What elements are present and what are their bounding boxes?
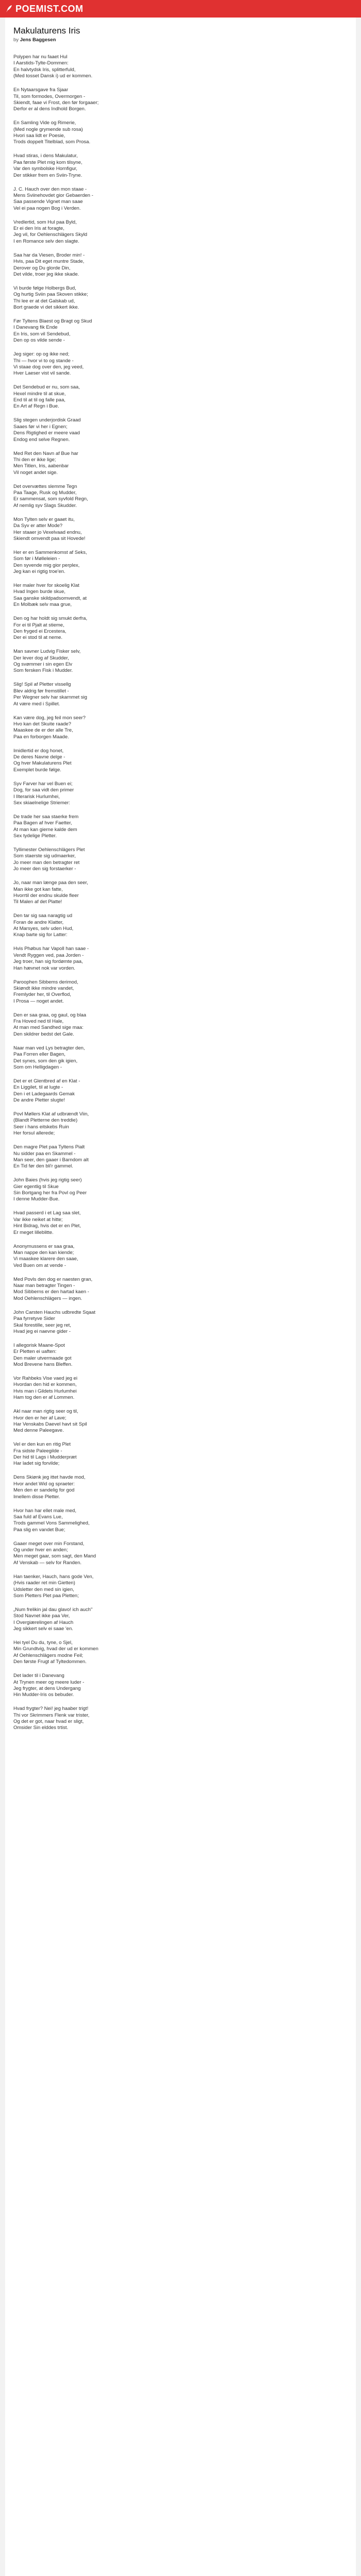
poem-line: Den op os vilde sende - xyxy=(13,337,65,344)
poem-line: I Aarstids-Tylte-Dommen: xyxy=(13,60,69,66)
poem-line: Her forsul allerede; xyxy=(13,1130,55,1137)
stanza xyxy=(13,351,348,377)
poem-line: Man savner Ludvig Fisker selv, xyxy=(13,649,81,655)
poem-line: En Iris, som vil Sendebud, xyxy=(13,331,71,337)
poem-line: Fra Hoved ned til Hale, xyxy=(13,1019,64,1025)
poem-line: Med Ret den Navn af Bue har xyxy=(13,450,78,456)
stanza xyxy=(13,417,348,443)
stanza xyxy=(13,1343,348,1368)
poem-line: Den maler utvermaade got xyxy=(13,1355,72,1361)
stanza xyxy=(13,583,348,608)
poem-line: Det er et Glentbred af en Klat - xyxy=(13,1078,80,1084)
poem-line: Men den er sandelig for god xyxy=(13,1487,75,1494)
poem-line: Polypen har nu faaet Hul xyxy=(13,54,68,60)
poem-line: Her staaer jo Vexelvaad endnu, xyxy=(13,529,82,535)
stanza xyxy=(13,384,348,410)
stanza xyxy=(13,219,348,245)
poem-line: Hver Laeser vist vil sande. xyxy=(13,370,71,377)
poem-line: Det synes, som den gik igien, xyxy=(13,1058,78,1064)
poem-line: Paroophen Sibbems derimod, xyxy=(13,979,78,985)
poem-line: John Carsten Hauchs udbredte Sqaat xyxy=(13,1309,95,1315)
stanza xyxy=(13,120,348,146)
poem-line: (Blandt Pletterne den treddie) xyxy=(13,1117,78,1124)
poem-line: Vel er den kun en ritig Plet xyxy=(13,1442,71,1448)
poem-line: Ved Buen om at vende - xyxy=(13,1262,66,1268)
poem-line: Anonymussens er saa graa, xyxy=(13,1243,75,1249)
poem-line: Sin Bortgang her fra Povl og Peer xyxy=(13,1190,87,1196)
stanza xyxy=(13,252,348,278)
poem-line: Som fersken Fisk i Mudder. xyxy=(13,668,73,674)
poem-line: Med Povls den dog er naesten gran, xyxy=(13,1276,93,1282)
poem-line: Vi burde følge Holbergs Bud, xyxy=(13,285,76,291)
stanza xyxy=(13,153,348,179)
poem-line: Vil noget andet sige. xyxy=(13,469,58,476)
stanza xyxy=(13,1541,348,1567)
poem-line: Ham tog den er af Lommen. xyxy=(13,1395,75,1401)
poem-line: En Molbæk selv maa grue, xyxy=(13,602,72,608)
stanza xyxy=(13,187,348,212)
poem-line: Af Venskab — selv for Randen. xyxy=(13,1560,82,1566)
poem-line: Hvad Ingen burde skue, xyxy=(13,589,65,595)
poem-title: Makulaturens Iris xyxy=(13,26,80,36)
poem-line: Som Pletters Plet paa Pletten; xyxy=(13,1592,79,1599)
poem-line: Hexel mindre til at skue, xyxy=(13,391,66,397)
poem-line: Paa Forren eller Bagen, xyxy=(13,1052,65,1058)
poem-line: Gier egentlig til Skue xyxy=(13,1183,59,1190)
poem-line: Men Titlen, Iris, aabenbar xyxy=(13,463,69,469)
poem-line: Som om Helligdagen - xyxy=(13,1064,62,1070)
poem-line: Paa slig en vandet Bue; xyxy=(13,1527,65,1533)
poem-line: En Art af Regn i Bue. xyxy=(13,403,59,410)
poem-line: Den skildrer bedst det Gale. xyxy=(13,1031,74,1037)
poem-line: Der hid til Lags i Mudderpræt xyxy=(13,1454,77,1461)
poem-line: Man ikke got kan fatte, xyxy=(13,886,63,892)
poem-line: Saaes før vi her i Egnen; xyxy=(13,423,68,430)
poem-line: En Liggilet, til at lugte - xyxy=(13,1084,63,1091)
stanza xyxy=(13,1277,348,1302)
byline-prefix: by xyxy=(13,37,19,43)
poem-line: Vendt Ryggen ved, paa Jorden - xyxy=(13,952,84,958)
poem-line: Mod Oehlenschlägers — ingen. xyxy=(13,1295,83,1301)
poem-line: Thi — hvor vi to og stande - xyxy=(13,358,74,364)
poem-line: Mod Sibberns er den hartad kaen - xyxy=(13,1289,89,1295)
poem-line: Endog end selve Regnen. xyxy=(13,436,70,443)
poem-line: Har ladet sig forvilde; xyxy=(13,1461,60,1467)
stanza xyxy=(13,847,348,873)
poem-line: Man seer, den gaaer i Barndom alt xyxy=(13,1157,89,1163)
poem-line: Hvad jeg ei naevne gider - xyxy=(13,1328,71,1334)
poem-line: Foran de andre Klatter, xyxy=(13,919,64,925)
poem-line: Da Syv er atter Mode? xyxy=(13,523,63,529)
stanza xyxy=(13,1210,348,1236)
poem-line: I Ilterarisk Hurlumhei, xyxy=(13,793,60,800)
poem-line: Hvad stiras, i dens Makulatur, xyxy=(13,153,78,159)
stanza xyxy=(13,1078,348,1104)
stanza xyxy=(13,880,348,906)
stanza xyxy=(13,550,348,575)
poem-line: Var ikke neiket at hitte; xyxy=(13,1216,63,1223)
poem-line: Var den symbolske Hornfigur, xyxy=(13,166,77,172)
stanza xyxy=(13,484,348,510)
stanza xyxy=(13,1475,348,1500)
poem-line: Slig! Spil af Pletter vissellg xyxy=(13,682,71,688)
poem-line: Der lever dog af Skudder, xyxy=(13,655,69,661)
poem-line: Knap barte sig for Latter: xyxy=(13,932,68,938)
stanza xyxy=(13,1376,348,1401)
poem-line: Jeg troer, han sig fordømte paa, xyxy=(13,959,83,965)
poem-line: Hei tyel Du du, tyne, o Sjel, xyxy=(13,1640,73,1646)
poem-line: Jeg siger: op og ikke ned; xyxy=(13,351,70,358)
poem-line: Den fryged ei Ercestera, xyxy=(13,628,67,634)
poem-line: Trods doppelt Titelblad, som Prosa. xyxy=(13,139,91,145)
poem-line: I en Romance selv den slagte. xyxy=(13,238,79,244)
poem-line: Jeg kan ei rigtig troe'en. xyxy=(13,569,65,575)
poem-line: Den syvende mig gior perplex, xyxy=(13,562,80,568)
poem-line: Her er en Sammenkomst af Seks, xyxy=(13,549,87,555)
poem-line: Før Tyltens Blaest og Bragt og Skud xyxy=(13,318,92,324)
poem-line: Er Pletten ei uaften: xyxy=(13,1349,57,1355)
stanza xyxy=(13,1045,348,1071)
poem-line: Skiendt, faae vi Frost, den før forgaaer; xyxy=(13,99,99,106)
poem-line: Jeg frygter, at dens Undergang xyxy=(13,1685,81,1691)
stanza xyxy=(13,1442,348,1467)
poem-sheet xyxy=(5,18,356,2576)
poem-line: Sex tydelige Pletter. xyxy=(13,833,57,839)
poem-line: Tyllimester Oehlenschlägers Plet xyxy=(13,847,85,853)
poem-line: Syv Farver har vel Buen ei; xyxy=(13,781,73,787)
poem-line: Mens Sviinehovdet gior Gebaerden - xyxy=(13,192,93,198)
brand-logo[interactable] xyxy=(5,4,84,14)
poem-line: (Hvis raader ret min Gietten) xyxy=(13,1580,75,1586)
poem-line: De andre Pletter slugte! xyxy=(13,1097,65,1104)
poem-line: Den er saa graa, og gaul, og blaa xyxy=(13,1012,87,1018)
poem-line: End til at til og falle paa, xyxy=(13,397,65,403)
stanza xyxy=(13,1111,348,1137)
stanza xyxy=(13,1607,348,1633)
stanza xyxy=(13,682,348,707)
poem-line: Her maler hver for skoelig Klat xyxy=(13,583,79,588)
stanza xyxy=(13,748,348,774)
poem-line: Min Grundtvig, hvad der ud er kommen xyxy=(13,1646,99,1652)
poem-line: Fra sidste Paleegilde - xyxy=(13,1448,62,1454)
stanza xyxy=(13,1574,348,1600)
poem-line: At man med Sandhed sige maa: xyxy=(13,1025,84,1031)
poem-line: Er meget lilleblitte. xyxy=(13,1229,54,1235)
poem-line: Thi vor Skrimmers Flenk var trister, xyxy=(13,1712,90,1718)
poem-line: Saa passende Vignet man saae xyxy=(13,199,83,205)
poem-line: Fremlyder her, til Overflod, xyxy=(13,992,71,998)
poem-line: Saa ganske skildpadsomvendt, at xyxy=(13,595,87,601)
poem-line: Nu sidder paa en Skammel - xyxy=(13,1150,76,1157)
stanza xyxy=(13,1310,348,1335)
poem-line: Til Malen af det Platte! xyxy=(13,899,62,905)
poem-line: Akl naar man rigtig seer og til, xyxy=(13,1409,78,1415)
stanza xyxy=(13,814,348,840)
poem-line: Paa fyrretyve Sider xyxy=(13,1316,55,1322)
stanza xyxy=(13,1244,348,1269)
stanza xyxy=(13,54,348,80)
poem-line: Dog, for saa vidt den primer xyxy=(13,787,74,793)
poem-line: Vi staae dog over den, jeg veed, xyxy=(13,364,84,370)
stanza xyxy=(13,1706,348,1732)
poem-line: Naar man ved Lys betragter den, xyxy=(13,1045,85,1051)
poem-line: Paa første Plet mig kom tilsyne, xyxy=(13,159,83,165)
stanza xyxy=(13,913,348,939)
quill-icon xyxy=(5,5,12,13)
poem-line: Naar man betragter Tingen - xyxy=(13,1283,75,1289)
poem-line: Den magre Plet paa Tyltens Pialt xyxy=(13,1144,85,1150)
poem-line: De deres Navne delge - xyxy=(13,754,65,760)
poem-line: Og under hver en anden; xyxy=(13,1547,68,1553)
poem-line: Har Venskabs Daevel havt sit Spil xyxy=(13,1421,87,1427)
stanza xyxy=(13,781,348,807)
poem-line: Af Oehlenschlägers modne Feil; xyxy=(13,1652,84,1658)
poem-line: Dens Skiønk jeg ittet havde mod, xyxy=(13,1475,86,1481)
stanza xyxy=(13,318,348,344)
poem-line: John Baies (hvis jeg rigtig seer) xyxy=(13,1177,82,1183)
poem-line: Hint Bidrag, hvis det er en Plet, xyxy=(13,1223,81,1229)
poem-line: Der stikker frem en Sviin-Tryne. xyxy=(13,172,83,178)
poem-line: I denne Mudder-Bue. xyxy=(13,1196,60,1202)
poem-line: Hvo kan det Skuite raade? xyxy=(13,721,71,727)
poem-line: Hvis Phøbus har Vapoll han saae - xyxy=(13,946,89,952)
poem-line: Seer i hans eitskebs Ruin xyxy=(13,1124,69,1130)
poem-line: Hvordan den hid er kommen, xyxy=(13,1382,77,1388)
poem-line: Jo meer man den betragter ret xyxy=(13,859,80,866)
poem-line: Og svømmer i sin egen Elv xyxy=(13,662,73,668)
poem-line: Povl Møllers Klat af udbrændt Viin, xyxy=(13,1111,89,1117)
poem-line: Det vilde, troer jeg ikke skade. xyxy=(13,271,79,277)
poem-line: Hvorrtil der endnu skulde fleer xyxy=(13,892,79,899)
poem-line: I Danevang fik Ende xyxy=(13,325,58,331)
poem-line: De trade her saa staerke frem xyxy=(13,814,79,820)
poem-line: Hvor han har ellet male med, xyxy=(13,1507,76,1514)
poem-line: Det Sendebud er nu, som saa, xyxy=(13,384,80,391)
poem-line: At man kan gierne kalde dem xyxy=(13,826,77,833)
poem-line: Hvis, paa Dit eget muntre Stade, xyxy=(13,259,85,265)
stanza xyxy=(13,616,348,641)
poem-line: Vredlertid, som Hul paa Byld, xyxy=(13,219,77,225)
poem-line: Som staerste sig udmaerker, xyxy=(13,853,76,859)
poem-line: Jo meer den sig forstaerker - xyxy=(13,866,76,872)
poem-line: Skiendt omvendt paa sit Hovede! xyxy=(13,535,86,541)
poem-line: At være med i Spillet. xyxy=(13,701,60,707)
poem-line: Slig stegen underjordisk Graad xyxy=(13,417,81,423)
poem-line: (Med tosset Dansk i) ud er kommen. xyxy=(13,73,93,79)
poem-line: Og hver Makulaturens Plet xyxy=(13,760,72,767)
poem-line: Hvor andet Wid og spraeter: xyxy=(13,1481,75,1487)
poem-byline xyxy=(13,37,348,43)
poem-line: Er ei den Iris at foragte, xyxy=(13,226,64,232)
poem-line: I Prosa — noget andet. xyxy=(13,998,64,1004)
stanza xyxy=(13,517,348,543)
poem-line: J. C. Hauch over den mon staae - xyxy=(13,186,87,192)
stanza xyxy=(13,946,348,972)
poem-line: En Tid før den bli'r gammel. xyxy=(13,1163,73,1170)
poem-line: Thi lee er at det Galskab ud, xyxy=(13,298,75,304)
stanza xyxy=(13,1640,348,1666)
poem-line: Vi maaskee klarere den saae, xyxy=(13,1256,78,1262)
stanza xyxy=(13,87,348,113)
poem-line: Der ei stod til at neme. xyxy=(13,635,63,641)
poem-line: Stod Navnet ikke paa Ver, xyxy=(13,1613,70,1619)
poem-line: Og hurtig Sviin paa Skoven stikke; xyxy=(13,292,88,298)
poem-line: Jeg vil, for Oehlenschlägers Skyld xyxy=(13,232,88,238)
poem-line: Jeg sikkert selv ei saae 'en. xyxy=(13,1626,73,1632)
stanza xyxy=(13,1012,348,1038)
poem-line: Vel ei paa nogen Bog i Verden. xyxy=(13,205,81,211)
poem-line: Jo, naar man længe paa den seer, xyxy=(13,880,88,886)
poem-line: Man nappe den kan kiende; xyxy=(13,1249,74,1256)
poem-line: Det overvættes slemme Tegn xyxy=(13,483,77,489)
poem-line: Derfor er al dens Indhold Borgen. xyxy=(13,106,86,112)
poem-line: Paa en forborgen Maade. xyxy=(13,734,69,740)
poem-line: Per Wegner selv har skarnmet sig xyxy=(13,694,87,701)
stanza xyxy=(13,1144,348,1170)
top-bar xyxy=(0,0,361,18)
poem-line: Udsletter den med sin igien, xyxy=(13,1586,74,1592)
stanza xyxy=(13,649,348,674)
poem-line: Mod Brevene hans Bleffen. xyxy=(13,1362,73,1368)
poem-line: Det lader til i Danevang xyxy=(13,1673,64,1679)
poem-line: Hvis man i Gildets Hurlumhei xyxy=(13,1388,77,1394)
poem-line: Hin Mudder-Iris os bebuder. xyxy=(13,1692,74,1698)
poem-line: Den i et Ladegaards Gemak xyxy=(13,1091,75,1097)
poem-line: Mon Tylten selv er gaaet itu, xyxy=(13,516,75,522)
poem-line: Hvad passerd i et Lag saa slet, xyxy=(13,1210,81,1216)
poem-line: Med denne Paleegave. xyxy=(13,1428,64,1434)
poem-line: Han taenker, Hauch, hans gode Ven, xyxy=(13,1573,94,1580)
poem-line: Saa fuld af Evans Lue, xyxy=(13,1514,63,1520)
poem-line: Omsider Sin elddes trtist. xyxy=(13,1725,69,1731)
stanza xyxy=(13,979,348,1005)
poem-body xyxy=(13,54,348,1732)
poem-line: Vor Rahbeks Vise vaed jeg ei xyxy=(13,1376,77,1381)
stanza xyxy=(13,1508,348,1534)
poem-line: Maaskee de er der alle Tre, xyxy=(13,727,73,734)
poem-line: Hvor den er her af Lave; xyxy=(13,1415,67,1421)
poem-line: Gaaer meget over min Forstand, xyxy=(13,1540,85,1547)
poem-line: Imidlertid er dog honet, xyxy=(13,748,64,754)
author-link[interactable]: Jens Baggesen xyxy=(20,37,56,43)
poem-line: Thi den er ikke lige; xyxy=(13,456,56,463)
brand-name: POEMIST.COM xyxy=(15,3,84,14)
poem-line: „Num frelikin jal dau glavo! ich auch" xyxy=(13,1606,93,1613)
poem-line: Saa har da Viesen, Broder min! - xyxy=(13,252,85,258)
stanza xyxy=(13,1177,348,1203)
poem-line: I allegorisk Maane-Spot xyxy=(13,1342,65,1348)
poem-line: Hvori saa lidt er Poesie, xyxy=(13,133,65,139)
poem-line: At Marsyes, selv uden Hud, xyxy=(13,926,74,932)
poem-line: En Samling Vide og Rimerie, xyxy=(13,120,76,126)
poem-line: Og det er got, naar hvad er sligt, xyxy=(13,1719,84,1725)
poem-line: (Med nogle grymende sub rosa) xyxy=(13,126,83,132)
poem-line: Af nemlig syv Slags Skudder. xyxy=(13,502,77,509)
poem-line: Kan være dog, jeg feil mon seer? xyxy=(13,715,86,721)
poem-line: Skiøndt ikke mindre vandet, xyxy=(13,985,74,991)
poem-line: Trods gammel Vons Sammelighed, xyxy=(13,1520,90,1527)
stanza xyxy=(13,285,348,311)
poem-line: Men meget gaar, som sagt, den Mand xyxy=(13,1553,96,1560)
stanza xyxy=(13,1673,348,1699)
poem-line: Derover og Du glorde Din, xyxy=(13,265,71,271)
poem-line: Den tar sig saa naragtig ud xyxy=(13,913,73,919)
stanza xyxy=(13,451,348,477)
poem-line: Den første Frugt af Tyltedommen. xyxy=(13,1659,87,1665)
poem-line: At Trynen meer og meere luder - xyxy=(13,1679,85,1685)
poem-line: Til, som formodes, Overmorgen - xyxy=(13,93,86,99)
poem-line: For ei til Pjalt at stieme, xyxy=(13,622,64,628)
poem-line: Skal forestille, seer jeg ret, xyxy=(13,1322,71,1328)
poem-line: Den og har holdt sig smukt derfra, xyxy=(13,616,88,622)
poem-line: Paa Taage, Rusk og Mudder, xyxy=(13,490,77,496)
poem-line: Hvad frygter? Nei! jeg haaber trigt! xyxy=(13,1706,89,1712)
poem-line: Sex skiaelnelige Striemer: xyxy=(13,800,70,806)
poem-line: Han hævnet nok var vorden. xyxy=(13,965,75,971)
poem-line: En Nytaarsgave fra Sjaar xyxy=(13,87,69,93)
poem-line: Er sammensat, som syvfold Regn, xyxy=(13,496,88,502)
poem-line: En halvtydsk Iris, splitterfuld, xyxy=(13,66,76,73)
stanza xyxy=(13,1409,348,1434)
poem-line: Bort graede vi det sikkert ikke. xyxy=(13,304,79,311)
poem-line: Exemplet burde følge. xyxy=(13,767,61,773)
poem-line: Blev aldrig før fremstillet - xyxy=(13,688,69,694)
poem-line: Dens Rigtighed er meere vaad xyxy=(13,430,80,436)
poem-line: Som før i Mølleleien - xyxy=(13,556,60,562)
poem-line: Paa Bagen af hver Faetter, xyxy=(13,820,72,826)
poem-line: Imellem disse Pletter. xyxy=(13,1494,60,1500)
poem-line: I Overgiærelingen af Hauch xyxy=(13,1619,74,1625)
stanza xyxy=(13,715,348,741)
